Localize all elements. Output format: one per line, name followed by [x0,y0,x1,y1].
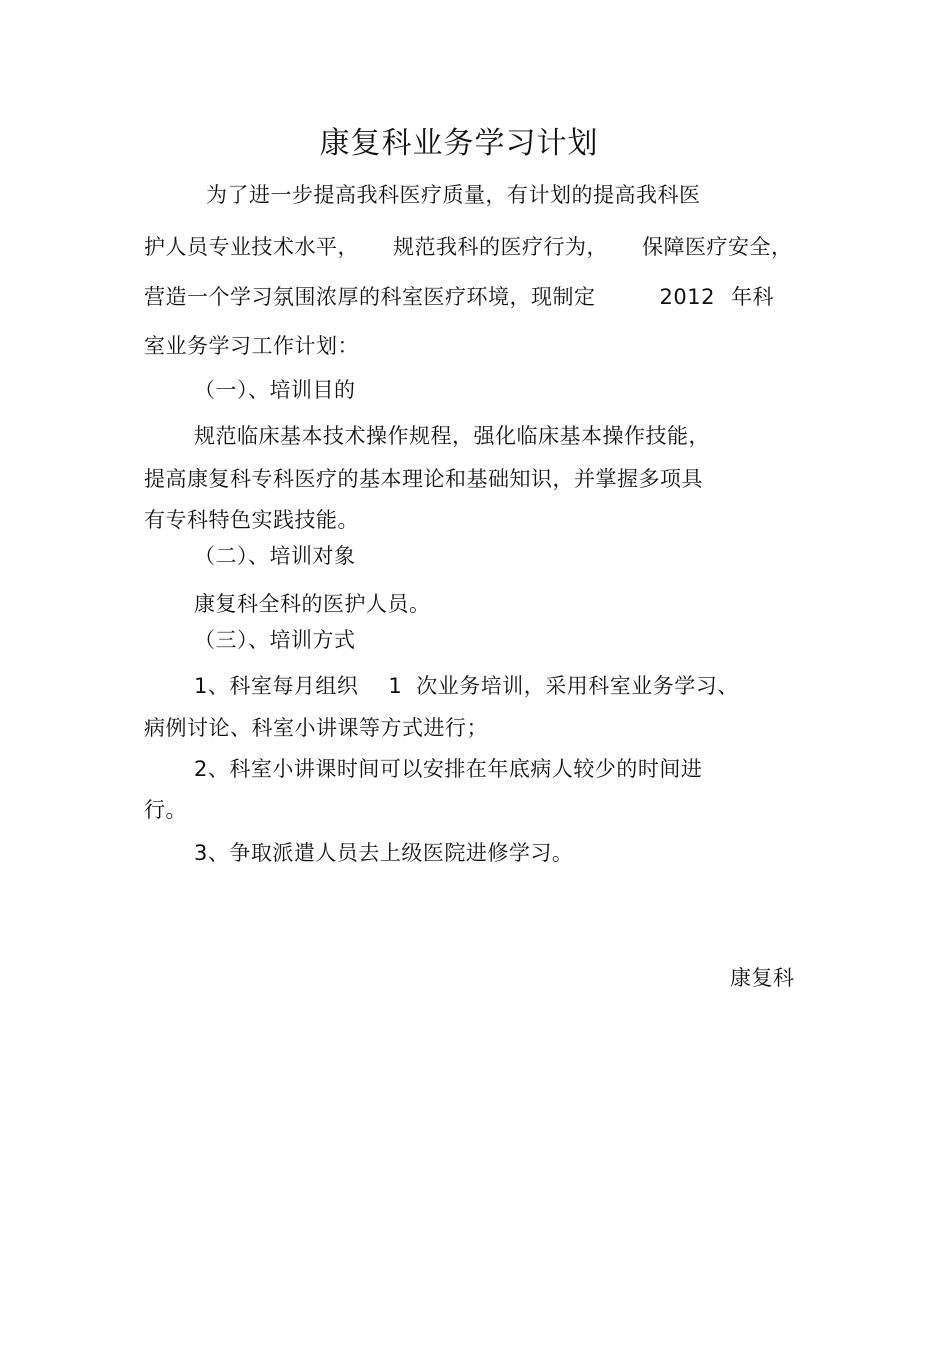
section-3-heading: （三）、培训方式 [194,628,356,652]
section-3-item-1 [194,672,739,700]
section-3-item-2-line-2: 行。 [144,798,187,822]
section-3-item-3: 3、争取派遣人员去上级医院进修学习。 [194,841,574,865]
section-3-item-1-line-2: 病例讨论、科室小讲课等方式进行； [144,716,488,740]
intro-year: 2012 [659,285,715,309]
intro-line-3-part-c: 年科 [730,285,774,309]
section-3-item-1-part-a: 1、科室每月组织 [194,674,359,698]
section-3-item-1-count: 1 [388,674,403,698]
intro-line-2-part-c: 保障医疗安全， [642,235,793,259]
section-1-line-2: 提高康复科专科医疗的基本理论和基础知识，并掌握多项具 [144,467,703,491]
section-2-line-1: 康复科全科的医护人员。 [194,592,431,616]
intro-line-4: 室业务学习工作计划： [144,334,359,358]
intro-line-2-part-a: 护人员专业技术水平， [144,235,359,259]
section-1-line-1: 规范临床基本技术操作规程，强化临床基本操作技能， [194,424,710,448]
section-2-heading: （二）、培训对象 [194,544,356,568]
intro-line-1: 为了进一步提高我科医疗质量，有计划的提高我科医 [206,183,701,207]
intro-line-2 [144,233,793,261]
intro-line-3-part-a: 营造一个学习氛围浓厚的科室医疗环境，现制定 [144,285,596,309]
section-3-item-2-line-1: 2、科室小讲课时间可以安排在年底病人较少的时间进 [194,757,703,781]
section-1-heading: （一）、培训目的 [194,378,356,402]
intro-line-2-part-b: 规范我科的医疗行为， [393,235,608,259]
signature: 康复科 [730,966,795,990]
intro-line-3 [144,283,774,311]
section-1-line-3: 有专科特色实践技能。 [144,508,359,532]
page-title: 康复科业务学习计划 [319,126,599,161]
section-3-item-1-part-c: 次业务培训，采用科室业务学习、 [416,674,739,698]
